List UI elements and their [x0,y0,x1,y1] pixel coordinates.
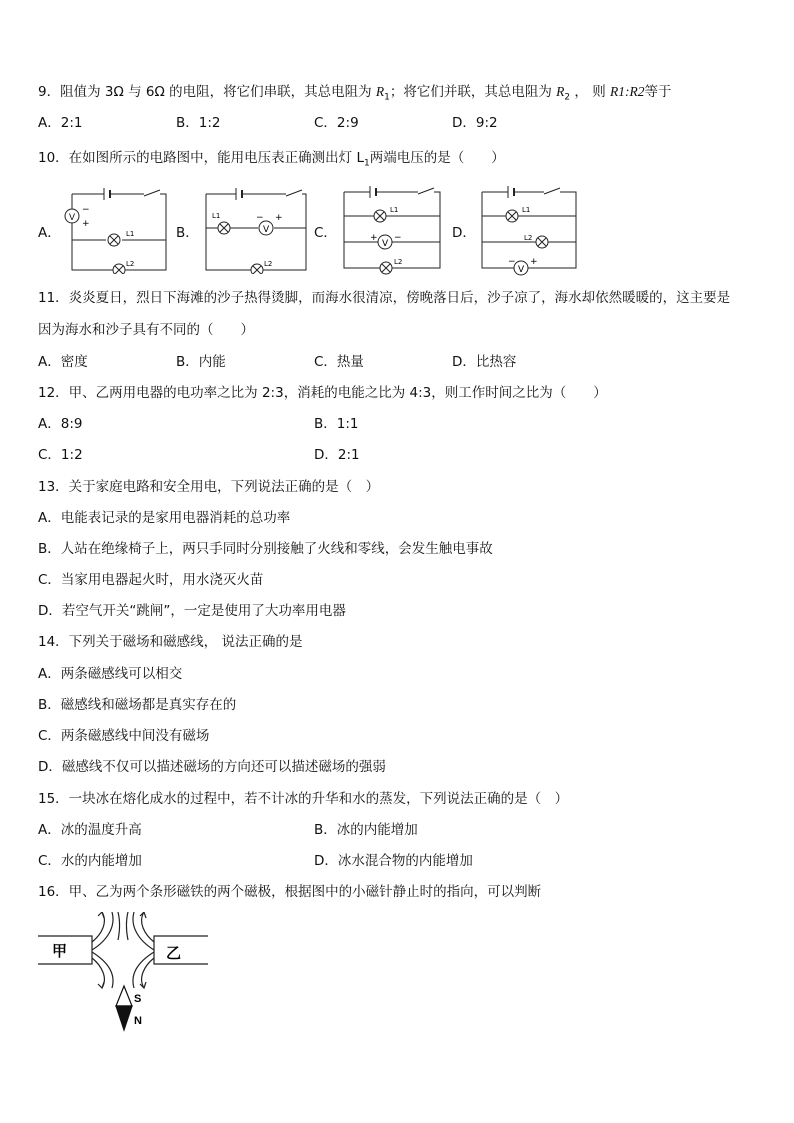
svg-text:L1: L1 [126,230,135,238]
q15-stem: 15．一块冰在熔化成水的过程中，若不计冰的升华和水的蒸发，下列说法正确的是（ ） [38,791,569,807]
q11-option-a[interactable]: A．密度 [38,354,88,370]
q14-option-c[interactable]: C．两条磁感线中间没有磁场 [38,728,210,744]
svg-text:+: + [370,233,378,243]
svg-text:−: − [394,233,402,243]
svg-text:L2: L2 [126,260,135,268]
svg-text:V: V [382,239,389,249]
q9-stem: 9．阻值为 3Ω 与 6Ω 的电阻，将它们串联，其总电阻为 $R_1$；将它们并联，其总电阻为 $R_2$ ， 则 R1:R2等于 [38,84,672,103]
q11-option-c[interactable]: C．热量 [314,354,364,370]
q9-option-d[interactable]: D．9:2 [452,115,498,131]
q12-stem: 12．甲、乙两用电器的电功率之比为 2:3，消耗的电能之比为 4:3，则工作时间之比为（ ） [38,385,607,401]
q9-option-c[interactable]: C．2:9 [314,115,359,131]
q11-option-b[interactable]: B．内能 [176,354,226,370]
pole-label-jia: 甲 [52,942,68,960]
magnet-figure [36,912,214,1032]
q10-option-d[interactable]: D． [452,225,476,241]
q10-stem: 10．在如图所示的电路图中，能用电压表正确测出灯 $L_1$两端电压的是（ ） [38,150,505,169]
q15-option-c[interactable]: C．水的内能增加 [38,853,142,869]
q9-option-b[interactable]: B．1:2 [176,115,221,131]
q12-option-d[interactable]: D．2:1 [314,447,360,463]
q13-option-a[interactable]: A．电能表记录的是家用电器消耗的总功率 [38,510,291,526]
circuit-d-diagram [478,186,584,276]
svg-text:L1: L1 [522,206,531,214]
svg-text:V: V [518,265,525,275]
q14-option-a[interactable]: A．两条磁感线可以相交 [38,666,183,682]
svg-text:+: + [530,257,538,267]
svg-text:V: V [69,212,76,222]
circuit-a-diagram [64,188,170,274]
svg-text:L2: L2 [524,234,533,242]
q13-option-c[interactable]: C．当家用电器起火时，用水浇灭火苗 [38,572,264,588]
q14-option-d[interactable]: D．磁感线不仅可以描述磁场的方向还可以描述磁场的强弱 [38,759,386,775]
svg-text:−: − [256,213,264,223]
q13-option-b[interactable]: B．人站在绝缘椅子上，两只手同时分别接触了火线和零线，会发生触电事故 [38,541,493,557]
q11-stem-line1: 11．炎炎夏日，烈日下海滩的沙子热得烫脚，而海水很清凉，傍晚落日后，沙子凉了，海水却依然暖暖的，这主要是 [38,290,731,306]
q14-option-b[interactable]: B．磁感线和磁场都是真实存在的 [38,697,237,713]
q14-stem: 14．下列关于磁场和磁感线， 说法正确的是 [38,634,303,650]
svg-text:L1: L1 [390,206,399,214]
q16-stem: 16．甲、乙为两个条形磁铁的两个磁极，根据图中的小磁针静止时的指向，可以判断 [38,884,542,900]
q15-option-b[interactable]: B．冰的内能增加 [314,822,418,838]
svg-text:L2: L2 [394,258,403,266]
svg-text:L1: L1 [212,212,221,220]
svg-text:L2: L2 [264,260,273,268]
q15-option-d[interactable]: D．冰水混合物的内能增加 [314,853,473,869]
svg-text:+: + [82,219,90,229]
q10-option-c[interactable]: C． [314,225,337,241]
circuit-c-diagram [340,186,446,276]
svg-text:V: V [263,225,270,235]
q11-option-d[interactable]: D．比热容 [452,354,517,370]
q12-option-c[interactable]: C．1:2 [38,447,83,463]
q9-option-a[interactable]: A．2:1 [38,115,83,131]
q13-option-d[interactable]: D．若空气开关“跳闸”，一定是使用了大功率用电器 [38,603,346,619]
q11-stem-line2: 因为海水和沙子具有不同的（ ） [38,322,254,338]
needle-label-n: N [134,1015,142,1027]
svg-text:−: − [82,205,90,215]
q9-number: 9． [38,84,61,100]
q13-stem: 13．关于家庭电路和安全用电，下列说法正确的是（ ） [38,479,380,495]
q15-option-a[interactable]: A．冰的温度升高 [38,822,142,838]
q10-option-a[interactable]: A． [38,225,61,241]
needle-s-half [116,986,132,1006]
q9-ratio: R1:R2 [610,84,645,99]
needle-label-s: S [134,993,142,1005]
pole-label-yi: 乙 [166,944,182,962]
q12-option-a[interactable]: A．8:9 [38,416,83,432]
q12-option-b[interactable]: B．1:1 [314,416,359,432]
q10-option-b[interactable]: B． [176,225,199,241]
svg-text:+: + [275,213,283,223]
svg-text:−: − [508,257,516,267]
needle-n-half [116,1006,132,1030]
circuit-b-diagram [202,188,308,274]
